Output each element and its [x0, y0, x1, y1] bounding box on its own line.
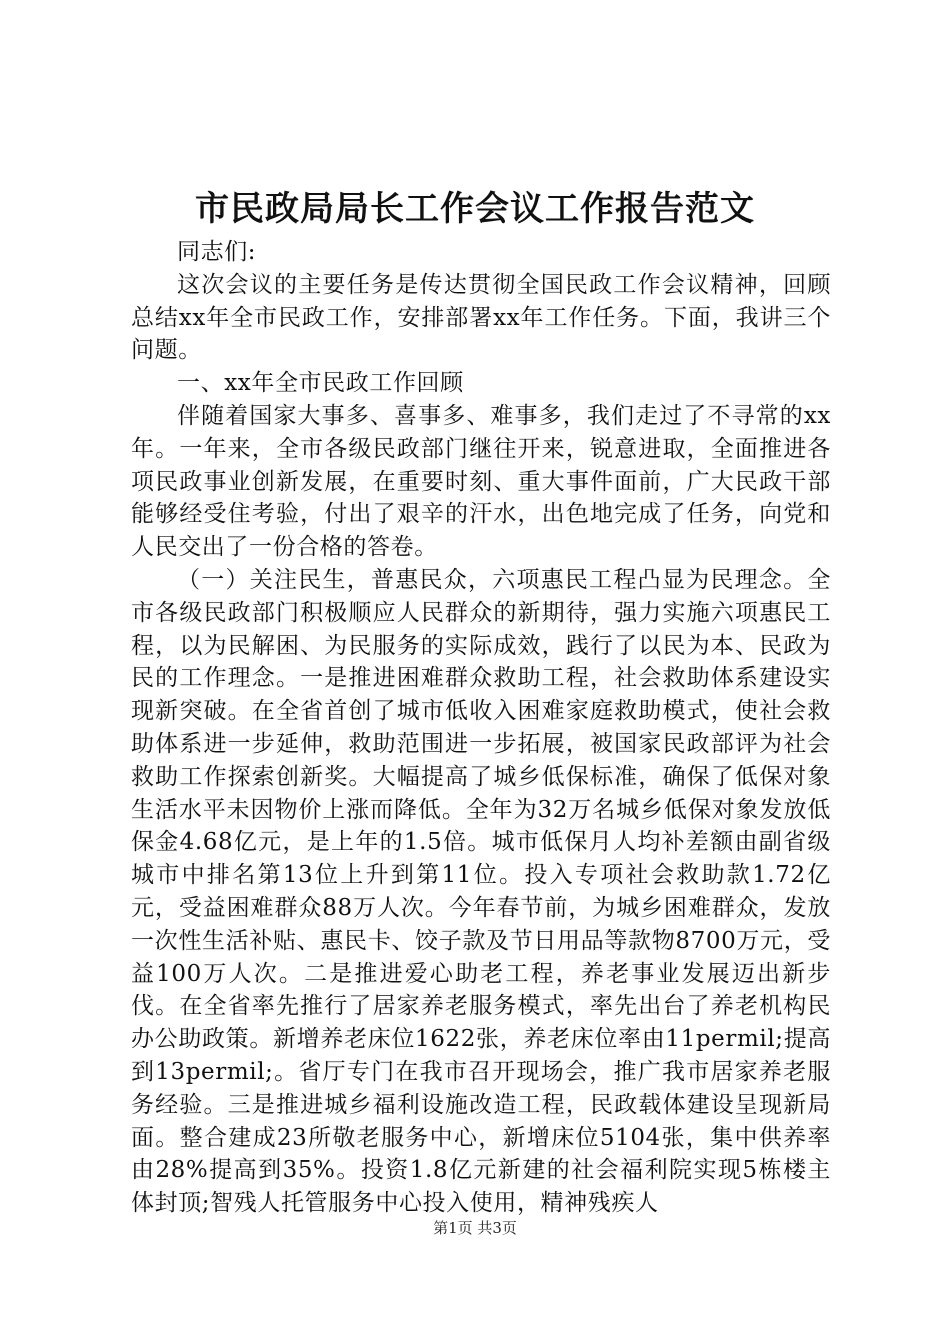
subsection-paragraph: （一）关注民生，普惠民众，六项惠民工程凸显为民理念。全市各级民政部门积极顺应人民群众的新期待，强力实施六项惠民工程，以为民解困、为民服务的实际成效，践行了以民为本、民政为民的工作理念。一是推进困难群众救助工程，社会救助体系建设实现新突破。在全省首创了城市低收入困难家庭救助模式，使社会救助体系进一步延伸，救助范围进一步拓展，被国家民政部评为社会救助工作探索创新奖。大幅提高了城乡低保标准，确保了低保对象生活水平未因物价上涨而降低。全年为32万名城乡低保对象发放低保金4.68亿元，是上年的1.5倍。城市低保月人均补差额由副省级城市中排名第13位上升到第11位。投入专项社会救助款1.72亿元，受益困难群众88万人次。今年春节前，为城乡困难群众，发放一次性生活补贴、惠民卡、饺子款及节日用品等款物8700万元，受益100万人次。二是推进爱心助老工程，养老事业发展迈出新步伐。在全省率先推行了居家养老服务模式，率先出台了养老机构民办公助政策。新增养老床位1622张，养老床位率由11permil;提高到13permil;。省厅专门在我市召开现场会，推广我市居家养老服务经验。三是推进城乡福利设施改造工程，民政载体建设呈现新局面。整合建成23所敬老服务中心，新增床位5104张，集中供养率由28%提高到35%。投资1.8亿元新建的社会福利院实现5栋楼主体封顶;智残人托管服务中心投入使用，精神残疾人: [131, 566, 831, 1217]
document-title: 市民政局局长工作会议工作报告范文: [195, 189, 755, 229]
page-footer: [0, 1216, 950, 1240]
review-paragraph: 伴随着国家大事多、喜事多、难事多，我们走过了不寻常的xx年。一年来，全市各级民政部门继往开来，锐意进取，全面推进各项民政事业创新发展，在重要时刻、重大事件面前，广大民政干部能够经受住考验，付出了艰辛的汗水，出色地完成了任务，向党和人民交出了一份合格的答卷。: [131, 402, 831, 561]
document-body: [131, 236, 831, 1220]
section-heading: 一、xx年全市民政工作回顾: [177, 370, 464, 397]
salutation: 同志们:: [177, 239, 257, 265]
page-number: 第1页 共3页: [433, 1219, 517, 1237]
intro-paragraph: 这次会议的主要任务是传达贯彻全国民政工作会议精神，回顾总结xx年全市民政工作，安排部署xx年工作任务。下面，我讲三个问题。: [131, 271, 831, 364]
